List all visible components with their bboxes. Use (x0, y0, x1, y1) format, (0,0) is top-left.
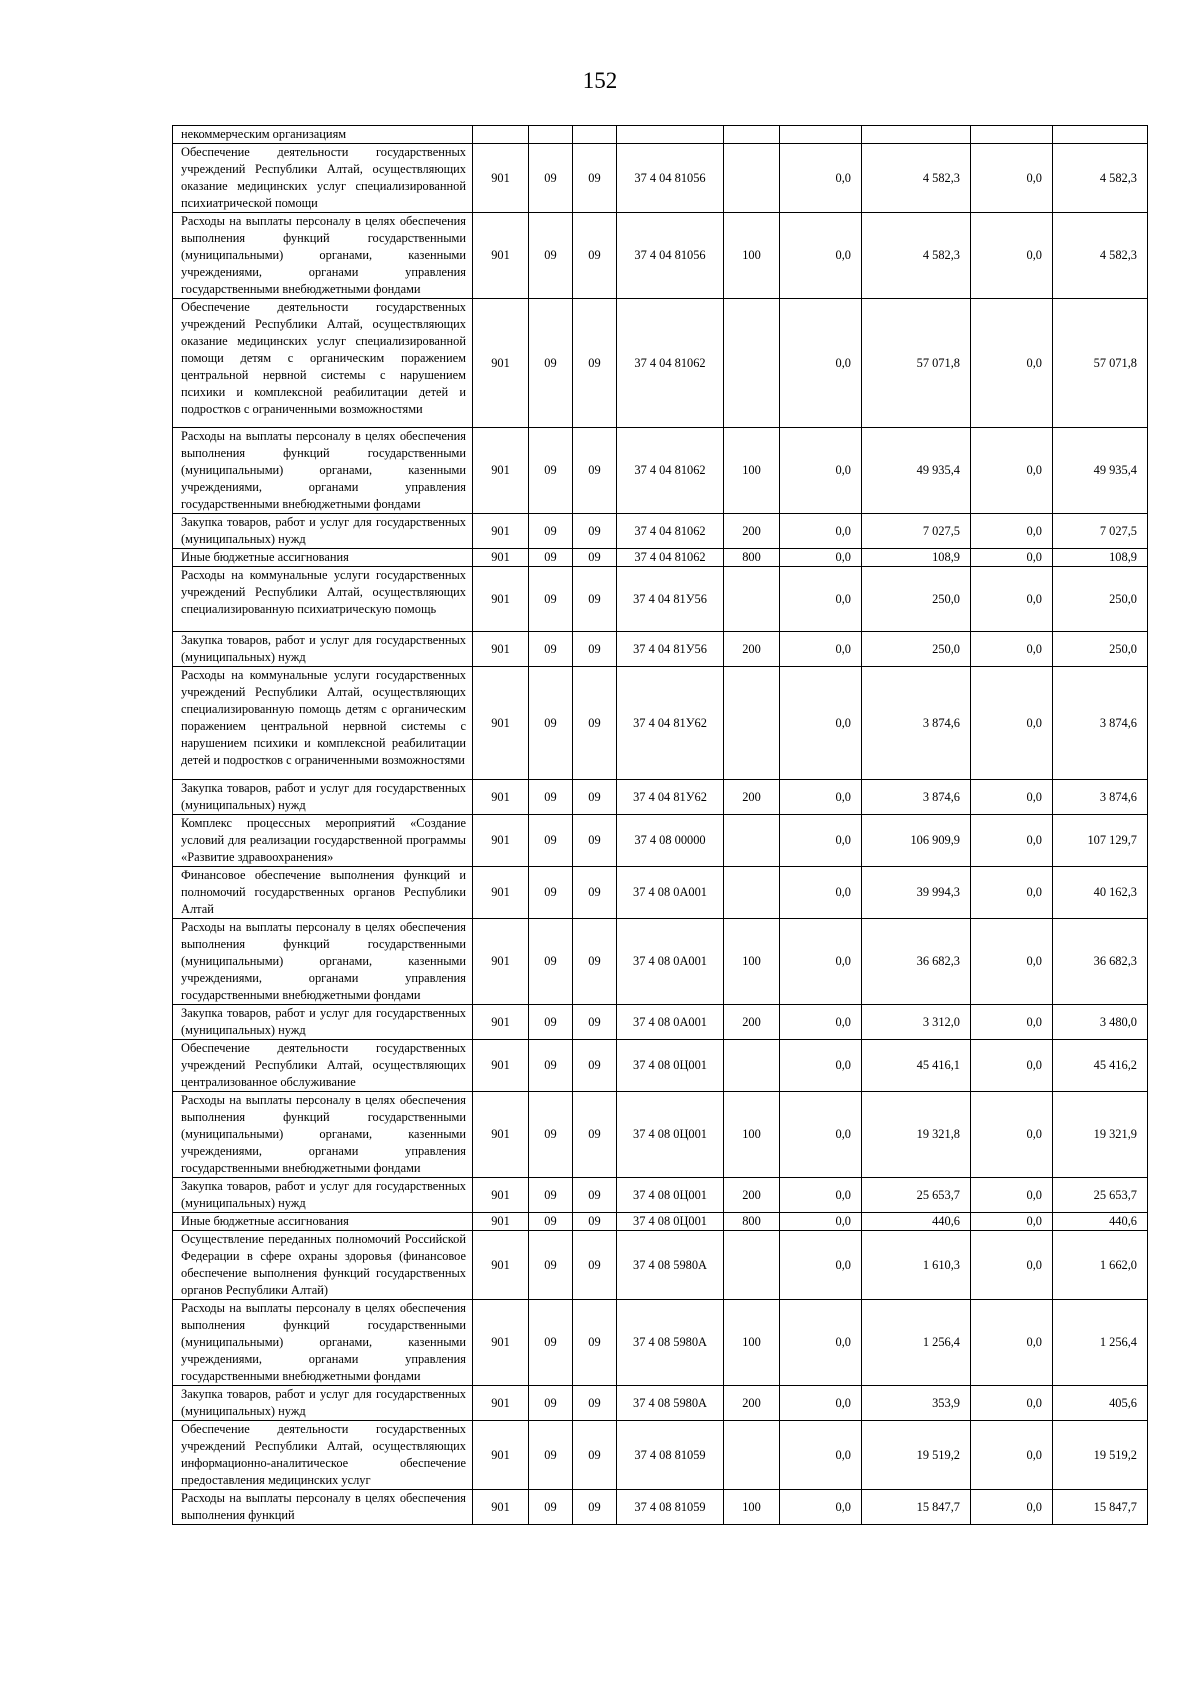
subsection-code-cell: 09 (573, 144, 617, 213)
target-article-cell: 37 4 08 0Ц001 (617, 1213, 724, 1231)
subsection-code-cell (573, 126, 617, 144)
amount-3-cell: 0,0 (971, 632, 1053, 667)
target-article-cell: 37 4 08 0Ц001 (617, 1178, 724, 1213)
section-code-cell: 09 (529, 1490, 573, 1525)
amount-1-cell: 0,0 (780, 815, 862, 867)
table-row (173, 567, 1148, 632)
expense-name-cell: Обеспечение деятельности государственных учреждений Республики Алтай, осуществляющих оказание медицинских услуг специализированной помощи детям с органическим поражением центральной нервной системы с нарушением психики и комплексной реабилитации детей и подростков с ограниченными возможностями (173, 299, 473, 428)
table-row (173, 1040, 1148, 1092)
expense-name-cell: Расходы на выплаты персоналу в целях обеспечения выполнения функций государственными (муниципальными) органами, казенными учреждениями, органами управления государственными внебюджетными фондами (173, 1092, 473, 1178)
expense-type-cell: 200 (724, 1178, 780, 1213)
amount-3-cell: 0,0 (971, 1231, 1053, 1300)
subsection-code-cell: 09 (573, 1300, 617, 1386)
amount-2-cell: 7 027,5 (862, 514, 971, 549)
expense-type-cell (724, 867, 780, 919)
expense-type-cell (724, 1421, 780, 1490)
expense-type-cell (724, 299, 780, 428)
section-code-cell: 09 (529, 1092, 573, 1178)
amount-3-cell: 0,0 (971, 1178, 1053, 1213)
target-article-cell: 37 4 04 81062 (617, 428, 724, 514)
amount-2-cell: 45 416,1 (862, 1040, 971, 1092)
section-code-cell (529, 126, 573, 144)
amount-2-cell: 19 519,2 (862, 1421, 971, 1490)
budget-table-body (173, 126, 1148, 1525)
amount-2-cell (862, 126, 971, 144)
grbs-code-cell: 901 (473, 867, 529, 919)
target-article-cell: 37 4 08 0А001 (617, 867, 724, 919)
expense-name-cell: Иные бюджетные ассигнования (173, 549, 473, 567)
grbs-code-cell: 901 (473, 1213, 529, 1231)
amount-4-cell: 45 416,2 (1053, 1040, 1148, 1092)
amount-3-cell: 0,0 (971, 1005, 1053, 1040)
table-row (173, 919, 1148, 1005)
section-code-cell: 09 (529, 1213, 573, 1231)
table-row (173, 1490, 1148, 1525)
amount-2-cell: 250,0 (862, 567, 971, 632)
target-article-cell: 37 4 08 81059 (617, 1421, 724, 1490)
amount-4-cell (1053, 126, 1148, 144)
grbs-code-cell: 901 (473, 514, 529, 549)
grbs-code-cell: 901 (473, 632, 529, 667)
amount-3-cell: 0,0 (971, 1386, 1053, 1421)
amount-3-cell (971, 126, 1053, 144)
expense-type-cell: 100 (724, 428, 780, 514)
grbs-code-cell: 901 (473, 299, 529, 428)
target-article-cell: 37 4 04 81062 (617, 514, 724, 549)
table-row (173, 1005, 1148, 1040)
grbs-code-cell: 901 (473, 667, 529, 780)
table-row (173, 549, 1148, 567)
amount-3-cell: 0,0 (971, 919, 1053, 1005)
table-row (173, 667, 1148, 780)
amount-1-cell: 0,0 (780, 919, 862, 1005)
expense-name-cell: Обеспечение деятельности государственных учреждений Республики Алтай, осуществляющих централизованное обслуживание (173, 1040, 473, 1092)
expense-name-cell: Осуществление переданных полномочий Российской Федерации в сфере охраны здоровья (финансовое обеспечение выполнения функций государственных органов Республики Алтай) (173, 1231, 473, 1300)
amount-4-cell: 250,0 (1053, 567, 1148, 632)
amount-2-cell: 3 874,6 (862, 667, 971, 780)
section-code-cell: 09 (529, 1040, 573, 1092)
expense-type-cell (724, 144, 780, 213)
section-code-cell: 09 (529, 299, 573, 428)
amount-4-cell: 1 662,0 (1053, 1231, 1148, 1300)
target-article-cell (617, 126, 724, 144)
amount-1-cell: 0,0 (780, 632, 862, 667)
target-article-cell: 37 4 04 81У62 (617, 780, 724, 815)
subsection-code-cell: 09 (573, 1005, 617, 1040)
amount-3-cell: 0,0 (971, 1092, 1053, 1178)
table-row (173, 632, 1148, 667)
amount-2-cell: 1 256,4 (862, 1300, 971, 1386)
amount-1-cell: 0,0 (780, 1092, 862, 1178)
table-row (173, 126, 1148, 144)
expense-name-cell: Расходы на выплаты персоналу в целях обеспечения выполнения функций государственными (муниципальными) органами, казенными учреждениями, органами управления государственными внебюджетными фондами (173, 1300, 473, 1386)
grbs-code-cell: 901 (473, 815, 529, 867)
target-article-cell: 37 4 04 81У56 (617, 567, 724, 632)
expense-type-cell (724, 126, 780, 144)
section-code-cell: 09 (529, 919, 573, 1005)
page-number: 152 (582, 68, 618, 93)
expense-name-cell: Расходы на выплаты персоналу в целях обеспечения выполнения функций государственными (муниципальными) органами, казенными учреждениями, органами управления государственными внебюджетными фондами (173, 428, 473, 514)
amount-1-cell: 0,0 (780, 1231, 862, 1300)
expense-name-cell: Финансовое обеспечение выполнения функций и полномочий государственных органов Республики Алтай (173, 867, 473, 919)
amount-4-cell: 15 847,7 (1053, 1490, 1148, 1525)
expense-type-cell: 200 (724, 632, 780, 667)
subsection-code-cell: 09 (573, 1213, 617, 1231)
amount-3-cell: 0,0 (971, 299, 1053, 428)
grbs-code-cell: 901 (473, 1092, 529, 1178)
expense-type-cell: 100 (724, 213, 780, 299)
grbs-code-cell: 901 (473, 567, 529, 632)
table-row (173, 1092, 1148, 1178)
amount-2-cell: 15 847,7 (862, 1490, 971, 1525)
expense-name-cell: Закупка товаров, работ и услуг для государственных (муниципальных) нужд (173, 780, 473, 815)
table-row (173, 299, 1148, 428)
amount-1-cell: 0,0 (780, 299, 862, 428)
expense-type-cell: 200 (724, 1005, 780, 1040)
target-article-cell: 37 4 08 5980А (617, 1231, 724, 1300)
amount-4-cell: 1 256,4 (1053, 1300, 1148, 1386)
subsection-code-cell: 09 (573, 780, 617, 815)
expense-name-cell: Расходы на выплаты персоналу в целях обеспечения выполнения функций государственными (муниципальными) органами, казенными учреждениями, органами управления государственными внебюджетными фондами (173, 919, 473, 1005)
amount-2-cell: 49 935,4 (862, 428, 971, 514)
amount-2-cell: 1 610,3 (862, 1231, 971, 1300)
amount-3-cell: 0,0 (971, 867, 1053, 919)
grbs-code-cell: 901 (473, 1386, 529, 1421)
section-code-cell: 09 (529, 567, 573, 632)
expense-type-cell (724, 667, 780, 780)
amount-3-cell: 0,0 (971, 780, 1053, 815)
expense-name-cell: Иные бюджетные ассигнования (173, 1213, 473, 1231)
section-code-cell: 09 (529, 1300, 573, 1386)
expense-name-cell: Обеспечение деятельности государственных учреждений Республики Алтай, осуществляющих оказание медицинских услуг специализированной психиатрической помощи (173, 144, 473, 213)
amount-1-cell: 0,0 (780, 1005, 862, 1040)
grbs-code-cell: 901 (473, 780, 529, 815)
amount-4-cell: 4 582,3 (1053, 213, 1148, 299)
target-article-cell: 37 4 08 5980А (617, 1386, 724, 1421)
expense-name-cell: Закупка товаров, работ и услуг для государственных (муниципальных) нужд (173, 632, 473, 667)
expense-type-cell (724, 1231, 780, 1300)
table-row (173, 144, 1148, 213)
subsection-code-cell: 09 (573, 1231, 617, 1300)
amount-3-cell: 0,0 (971, 1040, 1053, 1092)
amount-2-cell: 4 582,3 (862, 213, 971, 299)
amount-3-cell: 0,0 (971, 428, 1053, 514)
subsection-code-cell: 09 (573, 549, 617, 567)
amount-4-cell: 19 321,9 (1053, 1092, 1148, 1178)
amount-1-cell: 0,0 (780, 144, 862, 213)
amount-3-cell: 0,0 (971, 815, 1053, 867)
expense-name-cell: некоммерческим организациям (173, 126, 473, 144)
grbs-code-cell: 901 (473, 213, 529, 299)
grbs-code-cell: 901 (473, 919, 529, 1005)
subsection-code-cell: 09 (573, 867, 617, 919)
subsection-code-cell: 09 (573, 213, 617, 299)
subsection-code-cell: 09 (573, 514, 617, 549)
expense-type-cell (724, 567, 780, 632)
amount-4-cell: 19 519,2 (1053, 1421, 1148, 1490)
grbs-code-cell: 901 (473, 549, 529, 567)
table-row (173, 1300, 1148, 1386)
expense-name-cell: Расходы на коммунальные услуги государственных учреждений Республики Алтай, осуществляющих специализированную психиатрическую помощь (173, 567, 473, 632)
amount-3-cell: 0,0 (971, 213, 1053, 299)
subsection-code-cell: 09 (573, 1386, 617, 1421)
grbs-code-cell (473, 126, 529, 144)
amount-1-cell: 0,0 (780, 1040, 862, 1092)
subsection-code-cell: 09 (573, 1040, 617, 1092)
amount-4-cell: 57 071,8 (1053, 299, 1148, 428)
subsection-code-cell: 09 (573, 428, 617, 514)
expense-name-cell: Расходы на выплаты персоналу в целях обеспечения выполнения функций (173, 1490, 473, 1525)
target-article-cell: 37 4 08 00000 (617, 815, 724, 867)
expense-name-cell: Закупка товаров, работ и услуг для государственных (муниципальных) нужд (173, 514, 473, 549)
expense-type-cell: 200 (724, 1386, 780, 1421)
amount-1-cell: 0,0 (780, 1386, 862, 1421)
amount-4-cell: 108,9 (1053, 549, 1148, 567)
amount-1-cell: 0,0 (780, 1178, 862, 1213)
target-article-cell: 37 4 08 0Ц001 (617, 1040, 724, 1092)
expense-name-cell: Расходы на выплаты персоналу в целях обеспечения выполнения функций государственными (муниципальными) органами, казенными учреждениями, органами управления государственными внебюджетными фондами (173, 213, 473, 299)
expense-name-cell: Закупка товаров, работ и услуг для государственных (муниципальных) нужд (173, 1386, 473, 1421)
section-code-cell: 09 (529, 780, 573, 815)
target-article-cell: 37 4 08 0А001 (617, 1005, 724, 1040)
amount-4-cell: 4 582,3 (1053, 144, 1148, 213)
amount-1-cell: 0,0 (780, 567, 862, 632)
grbs-code-cell: 901 (473, 1490, 529, 1525)
expense-type-cell: 100 (724, 1300, 780, 1386)
amount-2-cell: 36 682,3 (862, 919, 971, 1005)
amount-4-cell: 3 874,6 (1053, 667, 1148, 780)
amount-1-cell: 0,0 (780, 1421, 862, 1490)
grbs-code-cell: 901 (473, 1421, 529, 1490)
target-article-cell: 37 4 04 81062 (617, 549, 724, 567)
amount-2-cell: 4 582,3 (862, 144, 971, 213)
amount-1-cell: 0,0 (780, 1300, 862, 1386)
table-row (173, 780, 1148, 815)
amount-3-cell: 0,0 (971, 1213, 1053, 1231)
amount-2-cell: 25 653,7 (862, 1178, 971, 1213)
amount-3-cell: 0,0 (971, 144, 1053, 213)
table-row (173, 815, 1148, 867)
expense-type-cell: 100 (724, 919, 780, 1005)
section-code-cell: 09 (529, 1178, 573, 1213)
target-article-cell: 37 4 08 0Ц001 (617, 1092, 724, 1178)
amount-2-cell: 3 874,6 (862, 780, 971, 815)
amount-3-cell: 0,0 (971, 549, 1053, 567)
section-code-cell: 09 (529, 1231, 573, 1300)
section-code-cell: 09 (529, 549, 573, 567)
table-row (173, 867, 1148, 919)
amount-2-cell: 250,0 (862, 632, 971, 667)
expense-type-cell (724, 1040, 780, 1092)
expense-type-cell: 800 (724, 549, 780, 567)
grbs-code-cell: 901 (473, 1005, 529, 1040)
subsection-code-cell: 09 (573, 1178, 617, 1213)
expense-name-cell: Обеспечение деятельности государственных учреждений Республики Алтай, осуществляющих информационно-аналитическое обеспечение предоставления медицинских услуг (173, 1421, 473, 1490)
table-row (173, 514, 1148, 549)
section-code-cell: 09 (529, 632, 573, 667)
amount-4-cell: 405,6 (1053, 1386, 1148, 1421)
subsection-code-cell: 09 (573, 815, 617, 867)
subsection-code-cell: 09 (573, 1490, 617, 1525)
expense-type-cell: 100 (724, 1490, 780, 1525)
table-row (173, 1386, 1148, 1421)
expense-name-cell: Комплекс процессных мероприятий «Создание условий для реализации государственной программы «Развитие здравоохранения» (173, 815, 473, 867)
section-code-cell: 09 (529, 815, 573, 867)
expense-type-cell: 200 (724, 780, 780, 815)
expense-type-cell: 100 (724, 1092, 780, 1178)
section-code-cell: 09 (529, 667, 573, 780)
amount-4-cell: 3 874,6 (1053, 780, 1148, 815)
grbs-code-cell: 901 (473, 428, 529, 514)
amount-2-cell: 57 071,8 (862, 299, 971, 428)
table-row (173, 1421, 1148, 1490)
target-article-cell: 37 4 04 81056 (617, 144, 724, 213)
target-article-cell: 37 4 04 81062 (617, 299, 724, 428)
subsection-code-cell: 09 (573, 632, 617, 667)
grbs-code-cell: 901 (473, 1178, 529, 1213)
amount-4-cell: 25 653,7 (1053, 1178, 1148, 1213)
grbs-code-cell: 901 (473, 1300, 529, 1386)
amount-2-cell: 19 321,8 (862, 1092, 971, 1178)
target-article-cell: 37 4 08 0А001 (617, 919, 724, 1005)
amount-4-cell: 40 162,3 (1053, 867, 1148, 919)
subsection-code-cell: 09 (573, 1092, 617, 1178)
amount-4-cell: 250,0 (1053, 632, 1148, 667)
amount-3-cell: 0,0 (971, 1421, 1053, 1490)
amount-1-cell: 0,0 (780, 549, 862, 567)
target-article-cell: 37 4 04 81У62 (617, 667, 724, 780)
table-row (173, 428, 1148, 514)
target-article-cell: 37 4 08 5980А (617, 1300, 724, 1386)
amount-3-cell: 0,0 (971, 567, 1053, 632)
subsection-code-cell: 09 (573, 299, 617, 428)
expense-name-cell: Расходы на коммунальные услуги государственных учреждений Республики Алтай, осуществляющих специализированную помощь детям с органическим поражением центральной нервной системы с нарушением психики и комплексной реабилитации детей и подростков с ограниченными возможностями (173, 667, 473, 780)
table-row (173, 213, 1148, 299)
expense-type-cell (724, 815, 780, 867)
subsection-code-cell: 09 (573, 667, 617, 780)
amount-3-cell: 0,0 (971, 1490, 1053, 1525)
amount-1-cell: 0,0 (780, 213, 862, 299)
amount-4-cell: 7 027,5 (1053, 514, 1148, 549)
table-row (173, 1178, 1148, 1213)
section-code-cell: 09 (529, 428, 573, 514)
expense-name-cell: Закупка товаров, работ и услуг для государственных (муниципальных) нужд (173, 1005, 473, 1040)
amount-3-cell: 0,0 (971, 1300, 1053, 1386)
section-code-cell: 09 (529, 514, 573, 549)
amount-1-cell: 0,0 (780, 428, 862, 514)
amount-2-cell: 106 909,9 (862, 815, 971, 867)
amount-2-cell: 353,9 (862, 1386, 971, 1421)
table-row (173, 1213, 1148, 1231)
target-article-cell: 37 4 08 81059 (617, 1490, 724, 1525)
amount-1-cell: 0,0 (780, 514, 862, 549)
subsection-code-cell: 09 (573, 567, 617, 632)
amount-2-cell: 440,6 (862, 1213, 971, 1231)
expense-type-cell: 800 (724, 1213, 780, 1231)
amount-1-cell: 0,0 (780, 867, 862, 919)
amount-4-cell: 49 935,4 (1053, 428, 1148, 514)
expense-type-cell: 200 (724, 514, 780, 549)
section-code-cell: 09 (529, 144, 573, 213)
amount-2-cell: 39 994,3 (862, 867, 971, 919)
amount-2-cell: 108,9 (862, 549, 971, 567)
target-article-cell: 37 4 04 81056 (617, 213, 724, 299)
subsection-code-cell: 09 (573, 1421, 617, 1490)
amount-1-cell: 0,0 (780, 1490, 862, 1525)
grbs-code-cell: 901 (473, 144, 529, 213)
amount-1-cell: 0,0 (780, 667, 862, 780)
amount-1-cell: 0,0 (780, 1213, 862, 1231)
amount-1-cell (780, 126, 862, 144)
grbs-code-cell: 901 (473, 1231, 529, 1300)
amount-4-cell: 107 129,7 (1053, 815, 1148, 867)
section-code-cell: 09 (529, 213, 573, 299)
amount-4-cell: 440,6 (1053, 1213, 1148, 1231)
amount-1-cell: 0,0 (780, 780, 862, 815)
expense-name-cell: Закупка товаров, работ и услуг для государственных (муниципальных) нужд (173, 1178, 473, 1213)
target-article-cell: 37 4 04 81У56 (617, 632, 724, 667)
amount-2-cell: 3 312,0 (862, 1005, 971, 1040)
section-code-cell: 09 (529, 1005, 573, 1040)
subsection-code-cell: 09 (573, 919, 617, 1005)
amount-4-cell: 3 480,0 (1053, 1005, 1148, 1040)
table-row (173, 1231, 1148, 1300)
grbs-code-cell: 901 (473, 1040, 529, 1092)
amount-4-cell: 36 682,3 (1053, 919, 1148, 1005)
section-code-cell: 09 (529, 867, 573, 919)
section-code-cell: 09 (529, 1386, 573, 1421)
amount-3-cell: 0,0 (971, 667, 1053, 780)
amount-3-cell: 0,0 (971, 514, 1053, 549)
section-code-cell: 09 (529, 1421, 573, 1490)
budget-table (172, 125, 1148, 1525)
